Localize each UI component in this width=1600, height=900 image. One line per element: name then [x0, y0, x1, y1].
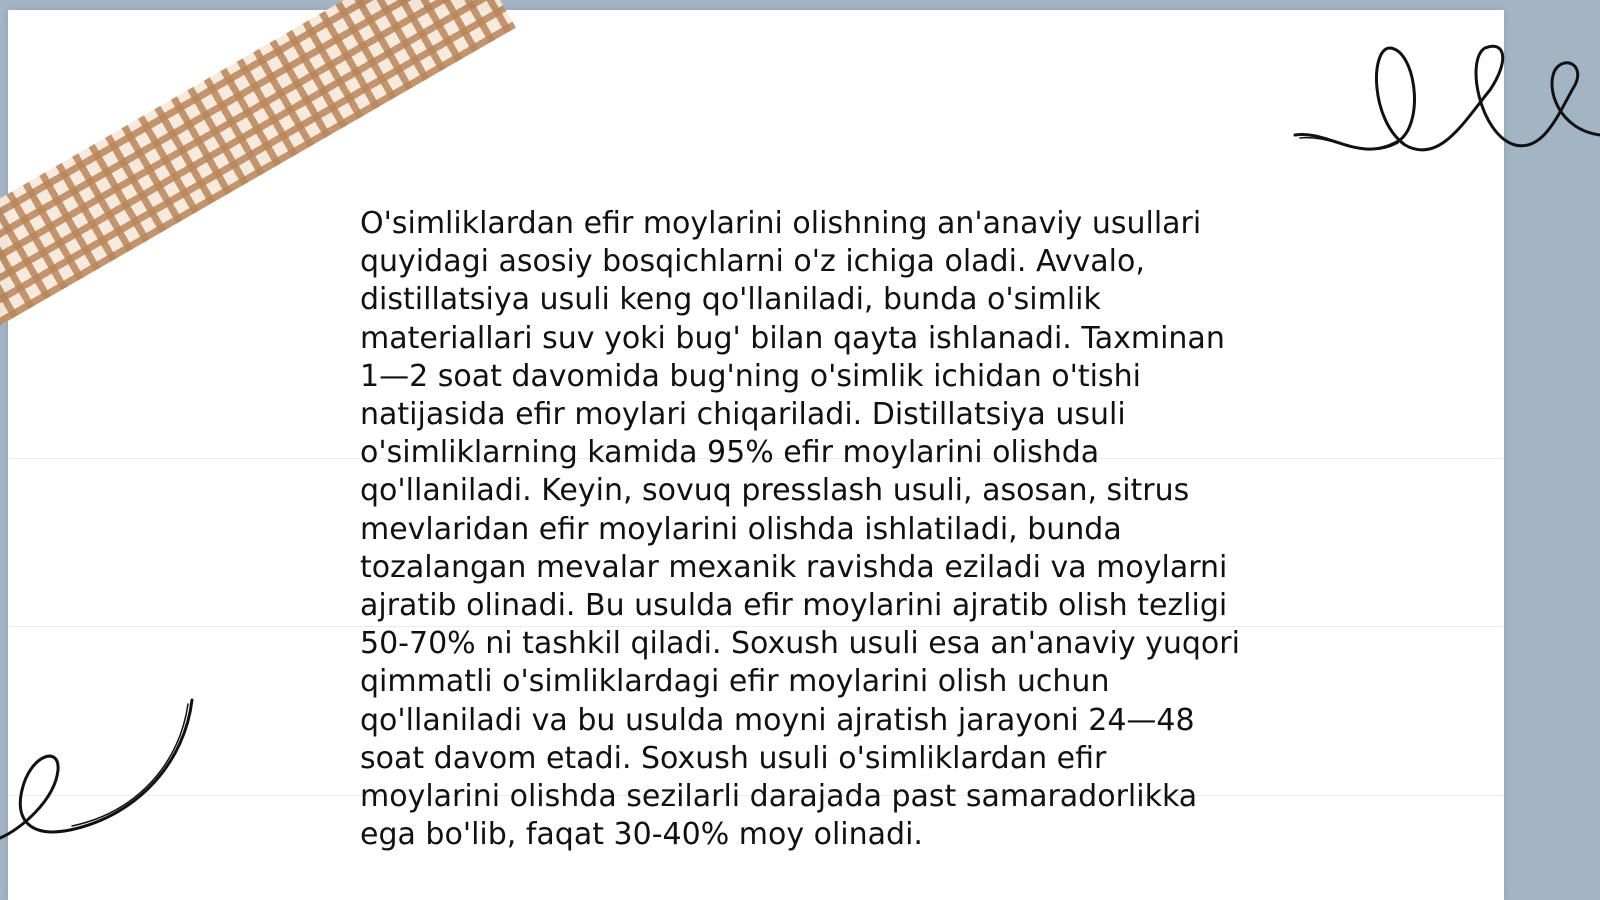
slide-body-text: O'simliklardan efir moylarini olishning an'anaviy usullari quyidagi asosiy bosqichlarni o'z ichiga oladi. Avvalo, distillatsiya usuli keng qo'llaniladi, bunda o'simlik materiallari suv yoki bug' bilan qayta ishlanadi. Taxminan 1—2 soat davomida bug'ning o'simlik ichidan o'tishi natijasida efir moylari chiqariladi. Distillatsiya usuli o'simliklarning kamida 95% efir moylarini olishda qo'llaniladi. Keyin, sovuq presslash usuli, asosan, sitrus mevlaridan efir moylarini olishda ishlatiladi, bunda tozalangan mevalar mexanik ravishda eziladi va moylarni ajratib olinadi. Bu usulda efir moylarini ajratib olish tezligi 50-70% ni tashkil qiladi. Soxush usuli esa an'anaviy yuqori qimmatli o'simliklardagi efir moylarini olish uchun qo'llaniladi va bu usulda moyni ajratish jarayoni 24—48 soat davom etadi. Soxush usuli o'simliklardan efir moylarini olishda sezilarli darajada past samaradorlikka ega bo'lib, faqat 30-40% moy olinadi.: [360, 206, 1240, 853]
swirl-scribble-icon: [0, 690, 200, 850]
loop-scribble-icon: [1290, 30, 1600, 165]
